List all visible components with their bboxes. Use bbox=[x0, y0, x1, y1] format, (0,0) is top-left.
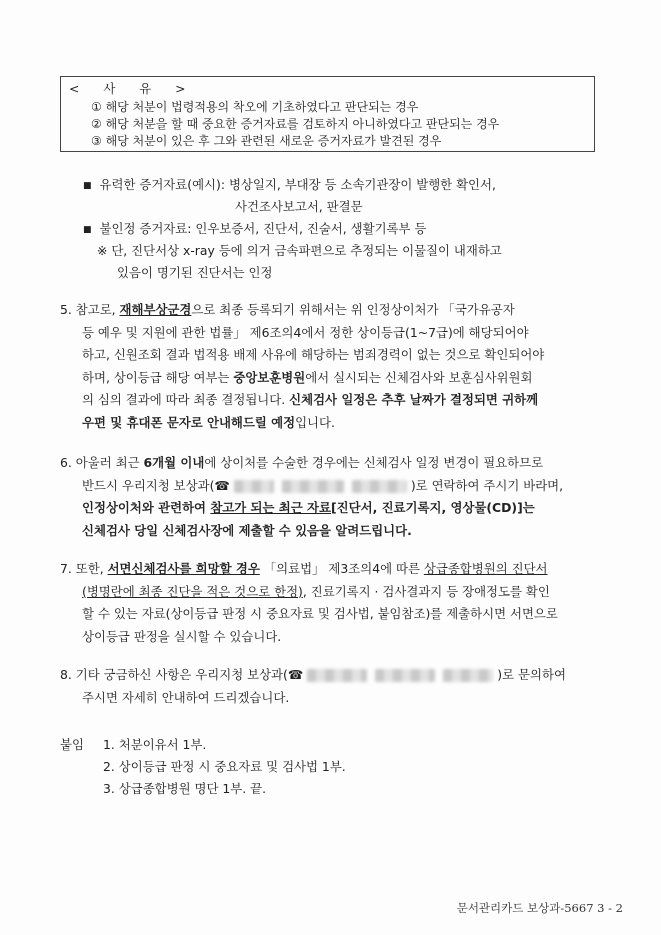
reason-item: ② 해당 처분을 할 때 중요한 증거자료를 검토하지 아니하였다고 판단되는 경우 bbox=[91, 116, 500, 131]
paragraph-8 bbox=[60, 664, 610, 709]
valid-evidence-line-2: 사건조사보고서, 판결문 bbox=[235, 199, 363, 214]
p5-emphasis: 신체검사 일정은 추후 날짜가 결정되면 귀하께 bbox=[289, 392, 539, 407]
p6-emphasis: 6개월 이내 bbox=[143, 455, 205, 470]
p6-text: 에 상이처를 수술한 경우에는 신체검사 일정 변경이 필요하므로 bbox=[204, 455, 544, 470]
p6-text: 반드시 우리지청 보상과(☎ bbox=[82, 477, 230, 493]
invalid-evidence-text: 불인정 증거자료: 인우보증서, 진단서, 진술서, 생활기록부 등 bbox=[99, 221, 427, 236]
paragraph-6 bbox=[60, 452, 610, 542]
reason-item: ① 해당 처분이 법령적용의 착오에 기초하였다고 판단되는 경우 bbox=[91, 99, 419, 114]
valid-evidence-line bbox=[83, 177, 496, 194]
p6-text: )로 연락하여 주시기 바라며, bbox=[410, 477, 564, 493]
invalid-evidence-line bbox=[83, 221, 426, 238]
p8-text: )로 문의하여 bbox=[497, 667, 566, 682]
p7-line: 상이등급 판정을 실시할 수 있습니다. bbox=[82, 628, 282, 644]
paragraph-5 bbox=[60, 299, 610, 434]
p7-text: 7. 또한, bbox=[60, 561, 108, 576]
p6-emphasis: 신체검사 당일 신체검사장에 제출할 수 있음을 알려드립니다. bbox=[82, 522, 412, 538]
reason-box bbox=[60, 76, 595, 152]
p8-line: 주시면 자세히 안내하여 드리겠습니다. bbox=[82, 689, 290, 705]
p5-emphasis: 우편 및 휴대폰 문자로 안내해드릴 예정 bbox=[82, 414, 296, 430]
p5-text: 입니다. bbox=[295, 414, 335, 430]
p6-emphasis: 참고가 되는 최근 자료 bbox=[210, 500, 331, 515]
p7-text: , 진료기록지 · 검사결과지 등 장애정도를 확인 bbox=[302, 583, 550, 599]
p7-underlined: (병명란에 최종 진단을 적은 것으로 한정) bbox=[82, 583, 303, 599]
redacted-phone bbox=[352, 480, 407, 493]
p6-text: 6. 아울러 최근 bbox=[60, 455, 144, 470]
p7-underlined: 상급종합병원의 진단서 bbox=[423, 561, 548, 576]
p5-text: 으로 최종 등록되기 위해서는 위 인정상이처가 「국가유공자 bbox=[191, 302, 515, 317]
p5-emphasis: 중앙보훈병원 bbox=[233, 369, 306, 385]
evidence-note-line-1: ※ 단, 진단서상 x-ray 등에 의거 금속파편으로 추정되는 이물질이 내재하고 bbox=[97, 243, 502, 258]
p6-emphasis: [진단서, 진료기록지, 영상물(CD)]는 bbox=[331, 500, 535, 515]
redacted-phone bbox=[307, 669, 367, 682]
reason-item: ③ 해당 처분이 있은 후 그와 관련된 새로운 증거자료가 발견된 경우 bbox=[91, 133, 442, 148]
valid-evidence-text: 유력한 증거자료(예시): 병상일지, 부대장 등 소속기관장이 발행한 확인서, bbox=[99, 177, 496, 192]
p7-line: 할 수 있는 자료(상이등급 판정 시 중요자료 및 검사법, 붙임참조)를 제출하시면 서면으로 bbox=[82, 606, 558, 621]
evidence-note-line-2: 있음이 명기된 진단서는 인정 bbox=[117, 265, 273, 280]
attachment-item: 2. 상이등급 판정 시 중요자료 및 검사법 1부. bbox=[103, 759, 346, 774]
redacted-phone bbox=[443, 669, 493, 682]
p5-text: 에서 실시되는 신체검사와 보훈심사위원회 bbox=[305, 369, 533, 385]
p5-emphasis: 재해부상군경 bbox=[119, 302, 192, 317]
paragraph-7 bbox=[60, 558, 610, 648]
document-footer: 문서관리카드 보상과-5667 3 - 2 bbox=[456, 901, 623, 915]
p7-text: 「의료법」 제3조의4에 따른 bbox=[259, 561, 424, 576]
redacted-phone bbox=[375, 669, 435, 682]
redacted-phone bbox=[234, 480, 274, 493]
p8-text: 8. 기타 궁금하신 사항은 우리지청 보상과(☎ bbox=[60, 667, 304, 682]
attachments-label: 붙임 bbox=[60, 737, 84, 752]
p5-text: 5. 참고로, bbox=[60, 302, 120, 317]
attachment-item: 3. 상급종합병원 명단 1부. 끝. bbox=[103, 781, 267, 796]
p7-emphasis: 서면신체검사를 희망할 경우 bbox=[107, 561, 260, 576]
attachment-item: 1. 처분이유서 1부. bbox=[103, 737, 207, 752]
reason-box-title: < 사 유 > bbox=[69, 81, 196, 96]
p5-text: 의 심의 결과에 따라 최종 결정됩니다. bbox=[82, 392, 290, 407]
redacted-phone bbox=[282, 480, 344, 493]
p5-line: 하고, 신원조회 결과 법적용 배제 사유에 해당하는 범죄경력이 없는 것으로 확인되어야 bbox=[82, 347, 545, 362]
p6-emphasis: 인정상이처와 관련하여 bbox=[82, 500, 211, 515]
p5-line: 등 예우 및 지원에 관한 법률」 제6조의4에서 정한 상이등급(1~7급)에 해당되어야 bbox=[82, 324, 529, 340]
p5-text: 하며, 상이등급 해당 여부는 bbox=[82, 369, 234, 385]
